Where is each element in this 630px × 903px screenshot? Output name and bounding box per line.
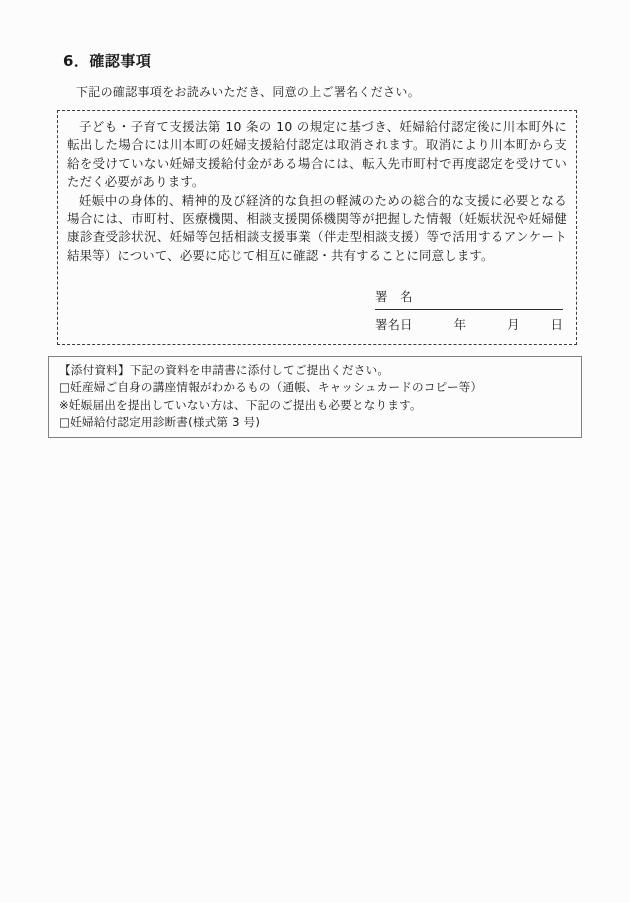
section-title: 6．確認事項	[63, 52, 152, 70]
signature-name-label: 署 名	[375, 289, 413, 305]
attachment-item-medical-certificate-label: 妊婦給付認定用診断書(様式第 3 号)	[70, 414, 261, 429]
signature-day-label: 日	[550, 317, 563, 333]
signature-date-row	[375, 310, 563, 333]
attachment-item-medical-certificate	[59, 414, 571, 431]
attachment-box	[48, 356, 582, 438]
checkbox-icon[interactable]: □	[59, 414, 71, 429]
consent-box	[57, 110, 577, 345]
signature-month-label: 月	[507, 317, 520, 333]
instruction-text: 下記の確認事項をお読みいただき、同意の上ご署名ください。	[76, 85, 420, 99]
signature-month-field[interactable]	[466, 319, 507, 333]
attachment-header: 【添付資料】下記の資料を申請書に添付してご提出ください。	[59, 363, 390, 378]
consent-paragraph-transfer: 子ども・子育て支援法第 10 条の 10 の規定に基づき、妊婦給付認定後に川本町外に転出した場合には川本町の妊婦支援給付認定は取消されます。取消により川本町から支給を受けていない妊婦支援給付金がある場合には、転入先市町村で再度認定を受けていただく必要があります。	[67, 119, 567, 190]
consent-paragraph-info-sharing: 妊娠中の身体的、精神的及び経済的な負担の軽減のための総合的な支援に必要となる場合には、市町村、医療機関、相談支援関係機関等が把握した情報（妊娠状況や妊婦健康診査受診状況、妊婦等包括相談支援事業（伴走型相談支援）等で活用するアンケート結果等）について、必要に応じて相互に確認・共有することに同意します。	[67, 192, 567, 263]
signature-block	[375, 287, 563, 333]
signature-day-field[interactable]	[520, 319, 551, 333]
attachment-item-account-info	[59, 379, 571, 396]
signature-year-label: 年	[453, 317, 467, 333]
attachment-item-account-info-label: 妊産婦ご自身の講座情報がわかるもの（通帳、キャッシュカードのコピー等）	[70, 380, 483, 395]
signature-name-row	[375, 287, 563, 310]
signature-name-field[interactable]	[413, 291, 563, 305]
checkbox-icon[interactable]: □	[59, 380, 71, 395]
signature-year-field[interactable]	[413, 319, 454, 333]
attachment-note: ※妊娠届出を提出していない方は、下記のご提出も必要となります。	[59, 397, 422, 412]
signature-date-label: 署名日	[375, 317, 413, 333]
